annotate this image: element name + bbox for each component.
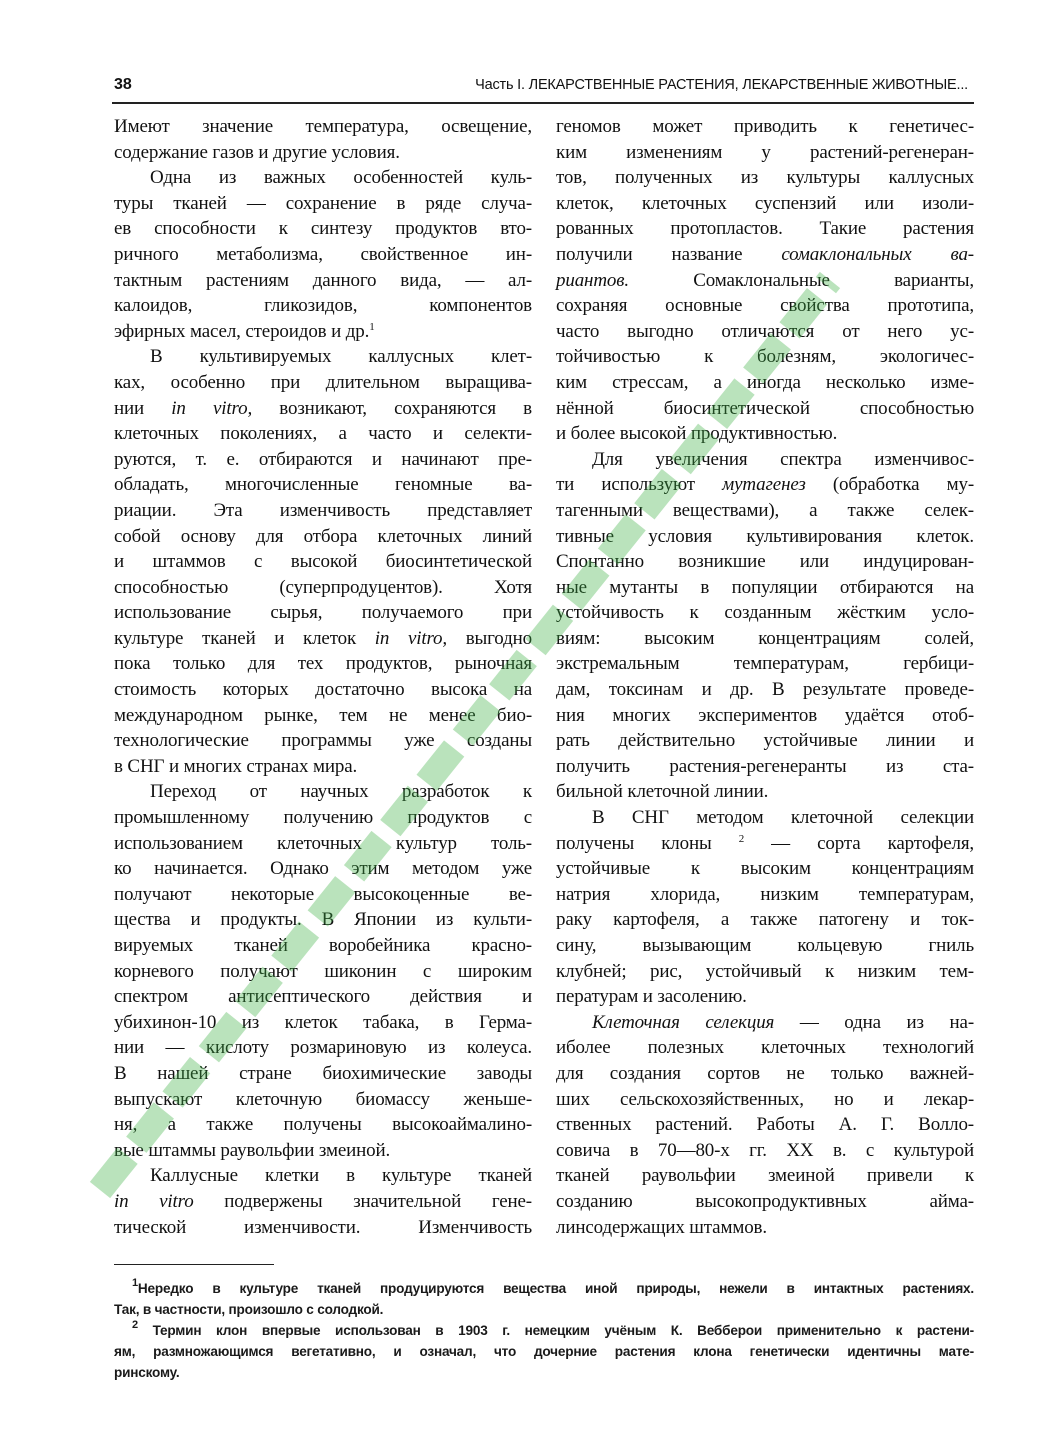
line-text: бильной клеточной линии. xyxy=(556,781,769,803)
line-text: и штаммов с высокой биосинтетической xyxy=(114,551,532,573)
text-line xyxy=(556,191,974,217)
text-line xyxy=(114,754,532,780)
text-line xyxy=(114,831,532,857)
line-text: тканей раувольфии змеиной привели к xyxy=(556,1165,974,1187)
line-text: получили название xyxy=(556,243,782,265)
text-line xyxy=(556,1138,974,1164)
text-line xyxy=(556,1163,974,1189)
line-text: рованных протопластов. Такие растения xyxy=(556,218,974,240)
text-line xyxy=(114,984,532,1010)
footnote-text: Так, в частности, произошло с солодкой. xyxy=(114,1302,384,1317)
text-line xyxy=(556,549,974,575)
text-line xyxy=(556,1010,974,1036)
text-line xyxy=(114,1035,532,1061)
line-text: вые штаммы раувольфии змеиной. xyxy=(114,1139,391,1161)
text-line xyxy=(114,293,532,319)
text-line xyxy=(114,447,532,473)
line-text: В культивируемых каллусных клет- xyxy=(150,346,532,368)
text-line xyxy=(556,1061,974,1087)
footnote-line xyxy=(114,1320,974,1341)
text-line xyxy=(556,447,974,473)
text-line xyxy=(556,703,974,729)
right-column xyxy=(556,114,974,1240)
footnote-marker: 1 xyxy=(132,1277,138,1289)
line-text: клубней; рис, устойчивый к низким тем- xyxy=(556,960,974,982)
italic-term: риантов. xyxy=(556,269,629,291)
line-text: способностью (суперпродуцентов). Хотя xyxy=(114,576,532,598)
line-text: нённой биосинтетической способностью xyxy=(556,397,974,419)
italic-term: мутагенез xyxy=(722,474,806,496)
left-column xyxy=(114,114,532,1240)
line-text: тической изменчивости. Изменчивость xyxy=(114,1216,532,1238)
text-line xyxy=(556,959,974,985)
line-text: выпускают клеточную биомассу женьше- xyxy=(114,1088,532,1110)
text-line xyxy=(556,1087,974,1113)
line-text: стоимость которых достаточно высока на xyxy=(114,679,532,701)
text-line xyxy=(114,498,532,524)
text-line xyxy=(556,779,974,805)
line-text: натрия хлорида, низким температурам, xyxy=(556,883,974,905)
footnote-marker: 2 xyxy=(132,1319,138,1331)
line-text: В нашей стране биохимические заводы xyxy=(114,1062,532,1084)
text-line xyxy=(556,575,974,601)
line-text: руются, т. е. отбираются и начинают пре- xyxy=(114,448,532,470)
text-line xyxy=(114,600,532,626)
text-line xyxy=(556,396,974,422)
line-text: сину, вызывающим кольцевую гниль xyxy=(556,935,974,956)
italic-term: in vitro, xyxy=(171,397,253,419)
line-text: ким стрессам, а иногда несколько изме- xyxy=(556,371,974,393)
line-text: получены клоны xyxy=(556,832,739,854)
text-line xyxy=(556,114,974,140)
line-text: тагенными веществами), а также селек- xyxy=(556,499,974,521)
line-text: иболее полезных клеточных технологий xyxy=(556,1037,974,1059)
text-line xyxy=(114,907,532,933)
footnote-ref: 1 xyxy=(369,320,375,333)
page-number: 38 xyxy=(114,76,132,93)
line-text: Для увеличения спектра изменчивос- xyxy=(592,448,974,470)
text-line xyxy=(114,1189,532,1215)
text-line xyxy=(556,319,974,345)
text-line xyxy=(114,703,532,729)
text-line xyxy=(556,242,974,268)
line-text: Одна из важных особенностей куль- xyxy=(150,167,532,189)
text-line xyxy=(114,779,532,805)
line-text: ках, особенно при длительном выращива- xyxy=(114,371,532,393)
line-text: технологические программы уже созданы xyxy=(114,730,532,752)
text-line xyxy=(114,1215,532,1241)
line-text: ные мутанты в популяции отбираются на xyxy=(556,576,974,598)
line-text: экстремальным температурам, гербици- xyxy=(556,653,974,675)
line-text: тов, полученных из культуры каллусных xyxy=(556,167,974,189)
text-line xyxy=(114,575,532,601)
line-text: туры тканей — сохранение в ряде случа- xyxy=(114,192,532,214)
text-line xyxy=(114,856,532,882)
footnote-divider xyxy=(114,1264,274,1265)
line-text: Каллусные клетки в культуре тканей xyxy=(150,1165,532,1187)
text-line xyxy=(114,1010,532,1036)
text-line xyxy=(556,1112,974,1138)
text-line xyxy=(556,600,974,626)
text-line xyxy=(114,1163,532,1189)
italic-term: сомаклональных ва- xyxy=(781,243,974,265)
text-line xyxy=(114,319,532,345)
text-line xyxy=(556,728,974,754)
line-text: убихинон-10 из клеток табака, в Герма- xyxy=(114,1011,532,1033)
line-text: раку картофеля, а также патогену и ток- xyxy=(556,909,974,931)
footnote-line xyxy=(114,1299,974,1320)
line-text: геномов может приводить к генетичес- xyxy=(556,116,974,137)
text-line xyxy=(556,344,974,370)
line-text: тойчивостью к болезням, экологичес- xyxy=(556,346,974,368)
line-text: пока только для тех продуктов, рыночная xyxy=(114,653,532,675)
text-line xyxy=(114,165,532,191)
line-text: ко начинается. Однако этим методом уже xyxy=(114,858,532,880)
italic-term: in vitro xyxy=(114,1190,194,1212)
text-line xyxy=(556,651,974,677)
line-text: ев способности к синтезу продуктов вто- xyxy=(114,218,532,240)
text-line xyxy=(114,959,532,985)
text-line xyxy=(556,472,974,498)
line-text: и более высокой продуктивностью. xyxy=(556,423,838,445)
line-text: обладать, многочисленные геномные ва- xyxy=(114,474,532,496)
text-line xyxy=(556,984,974,1010)
line-text: В СНГ методом клеточной селекции xyxy=(592,807,974,829)
text-line xyxy=(114,805,532,831)
footnote-ref: 2 xyxy=(738,832,745,845)
text-line xyxy=(114,728,532,754)
running-head: Часть I. ЛЕКАРСТВЕННЫЕ РАСТЕНИЯ, ЛЕКАРСТВЕННЫЕ ЖИВОТНЫЕ... xyxy=(475,77,968,93)
line-text: ственных растений. Работы А. Г. Волло- xyxy=(556,1114,974,1136)
line-text: риации. Эта изменчивость представляет xyxy=(114,499,532,521)
text-line xyxy=(556,1035,974,1061)
text-line xyxy=(556,907,974,933)
text-line xyxy=(556,831,974,857)
footnote-text: ринскому. xyxy=(114,1365,180,1380)
line-text: клеточных поколениях, а часто и селекти- xyxy=(114,423,532,445)
text-line xyxy=(114,549,532,575)
text-line xyxy=(114,370,532,396)
line-text: линсодержащих штаммов. xyxy=(556,1216,767,1238)
line-text: нии xyxy=(114,397,172,419)
line-text: спектром антисептического действия и xyxy=(114,986,532,1008)
text-line xyxy=(114,140,532,166)
line-text: ния многих экспериментов удаётся отоб- xyxy=(556,704,974,726)
text-line xyxy=(556,933,974,959)
line-text: Спонтанно возникшие или индуцирован- xyxy=(556,551,974,573)
line-text: дам, токсинам и др. В результате проведе- xyxy=(556,679,974,701)
italic-term: in vitro, xyxy=(374,627,447,649)
text-line xyxy=(556,421,974,447)
text-line xyxy=(556,370,974,396)
line-text: подвержены значительной гене- xyxy=(193,1190,532,1212)
text-line xyxy=(114,651,532,677)
text-line xyxy=(114,1087,532,1113)
line-text: ричного метаболизма, свойственное ин- xyxy=(114,243,532,265)
footnote-text: Нередко в культуре тканей продуцируются вещества иной природы, нежели в интактных растениях. xyxy=(137,1281,974,1296)
line-text: клеток, клеточных суспензий или изоли- xyxy=(556,192,974,214)
line-text: ня, а также получены высокоаймалино- xyxy=(114,1114,532,1136)
text-line xyxy=(556,805,974,831)
text-line xyxy=(114,933,532,959)
text-line xyxy=(114,882,532,908)
line-text: часто выгодно отличаются от него ус- xyxy=(556,320,974,342)
line-text: международном рынке, тем не менее био- xyxy=(114,704,532,726)
line-text: использование сырья, получаемого при xyxy=(114,602,532,624)
line-text: совича в 70—80-х гг. XX в. с культурой xyxy=(556,1139,974,1161)
line-text: нии — кислоту розмариновую из колеуса. xyxy=(114,1037,532,1059)
line-text: возникают, сохраняются в xyxy=(252,397,533,419)
line-text: выгодно xyxy=(446,627,532,649)
text-line xyxy=(556,882,974,908)
text-line xyxy=(114,191,532,217)
line-text: вируемых тканей воробейника красно- xyxy=(114,935,532,956)
text-line xyxy=(114,1138,532,1164)
line-text: ким изменениям у растений-регенеран- xyxy=(556,141,974,163)
text-line xyxy=(556,524,974,550)
text-line xyxy=(114,268,532,294)
line-text: культуре тканей и клеток xyxy=(114,627,375,649)
text-line xyxy=(114,114,532,140)
text-line xyxy=(556,754,974,780)
text-line xyxy=(114,1112,532,1138)
text-line xyxy=(556,498,974,524)
text-line xyxy=(114,344,532,370)
line-text: для создания сортов не только важней- xyxy=(556,1062,974,1084)
line-text: щества и продукты. В Японии из культи- xyxy=(114,909,532,931)
italic-term: Клеточная селекция xyxy=(592,1011,775,1033)
line-text: (обработка му- xyxy=(805,474,975,496)
line-text: созданию высокопродуктивных айма- xyxy=(556,1190,974,1212)
text-line xyxy=(114,216,532,242)
text-line xyxy=(556,165,974,191)
text-line xyxy=(556,216,974,242)
line-text: рать действительно устойчивые линии и xyxy=(556,730,974,752)
text-line xyxy=(556,1189,974,1215)
text-line xyxy=(114,242,532,268)
line-text: Сомаклональные варианты, xyxy=(628,269,974,291)
line-text: Переход от научных разработок к xyxy=(150,781,532,803)
line-text: Имеют значение температура, освещение, xyxy=(114,116,532,137)
line-text: корневого получают шиконин с широким xyxy=(114,960,532,982)
text-line xyxy=(114,472,532,498)
text-line xyxy=(556,293,974,319)
line-text: сохраняя основные свойства прототипа, xyxy=(556,295,974,317)
footnotes xyxy=(114,1278,974,1383)
line-text: устойчивые к высоким концентрациям xyxy=(556,858,974,880)
page-header xyxy=(112,74,974,104)
text-line xyxy=(114,626,532,652)
line-text: получить растения-регенеранты из ста- xyxy=(556,755,974,777)
line-text: промышленному получению продуктов с xyxy=(114,807,532,829)
line-text: получают некоторые высокоценные ве- xyxy=(114,883,532,905)
line-text: — сорта картофеля, xyxy=(744,832,975,854)
line-text: пературам и засолению. xyxy=(556,986,747,1008)
text-line xyxy=(114,1061,532,1087)
line-text: в СНГ и многих странах мира. xyxy=(114,755,358,777)
text-line xyxy=(556,1215,974,1241)
line-text: устойчивость к созданным жёстким усло- xyxy=(556,602,974,624)
text-line xyxy=(556,856,974,882)
footnote-text: ям, размножающимся вегетативно, и означал, что дочерние растения клона генетически идентичны мате- xyxy=(114,1344,974,1359)
text-line xyxy=(114,421,532,447)
text-line xyxy=(114,677,532,703)
text-line xyxy=(114,524,532,550)
text-line xyxy=(556,268,974,294)
line-text: калоидов, гликозидов, компонентов xyxy=(114,295,532,317)
line-text: виям: высоким концентрациям солей, xyxy=(556,627,974,649)
line-text: тактным растениям данного вида, — ал- xyxy=(114,269,532,291)
footnote-text: Термин клон впервые использован в 1903 г. немецким учёным К. Вебберои применительно к растени- xyxy=(137,1323,974,1338)
line-text: собой основу для отбора клеточных линий xyxy=(114,525,532,547)
text-line xyxy=(556,677,974,703)
footnote-line xyxy=(114,1362,974,1383)
line-text: содержание газов и другие условия. xyxy=(114,141,400,163)
line-text: ших сельскохозяйственных, но и лекар- xyxy=(556,1088,974,1110)
footnote-line xyxy=(114,1278,974,1299)
line-text: — одна из на- xyxy=(774,1011,974,1033)
text-line xyxy=(114,396,532,422)
line-text: ти используют xyxy=(556,474,723,496)
text-line xyxy=(556,626,974,652)
footnote-line xyxy=(114,1341,974,1362)
line-text: использованием клеточных культур толь- xyxy=(114,832,532,854)
line-text: эфирных масел, стероидов и др. xyxy=(114,320,370,342)
text-line xyxy=(556,140,974,166)
line-text: тивные условия культивирования клеток. xyxy=(556,525,974,547)
